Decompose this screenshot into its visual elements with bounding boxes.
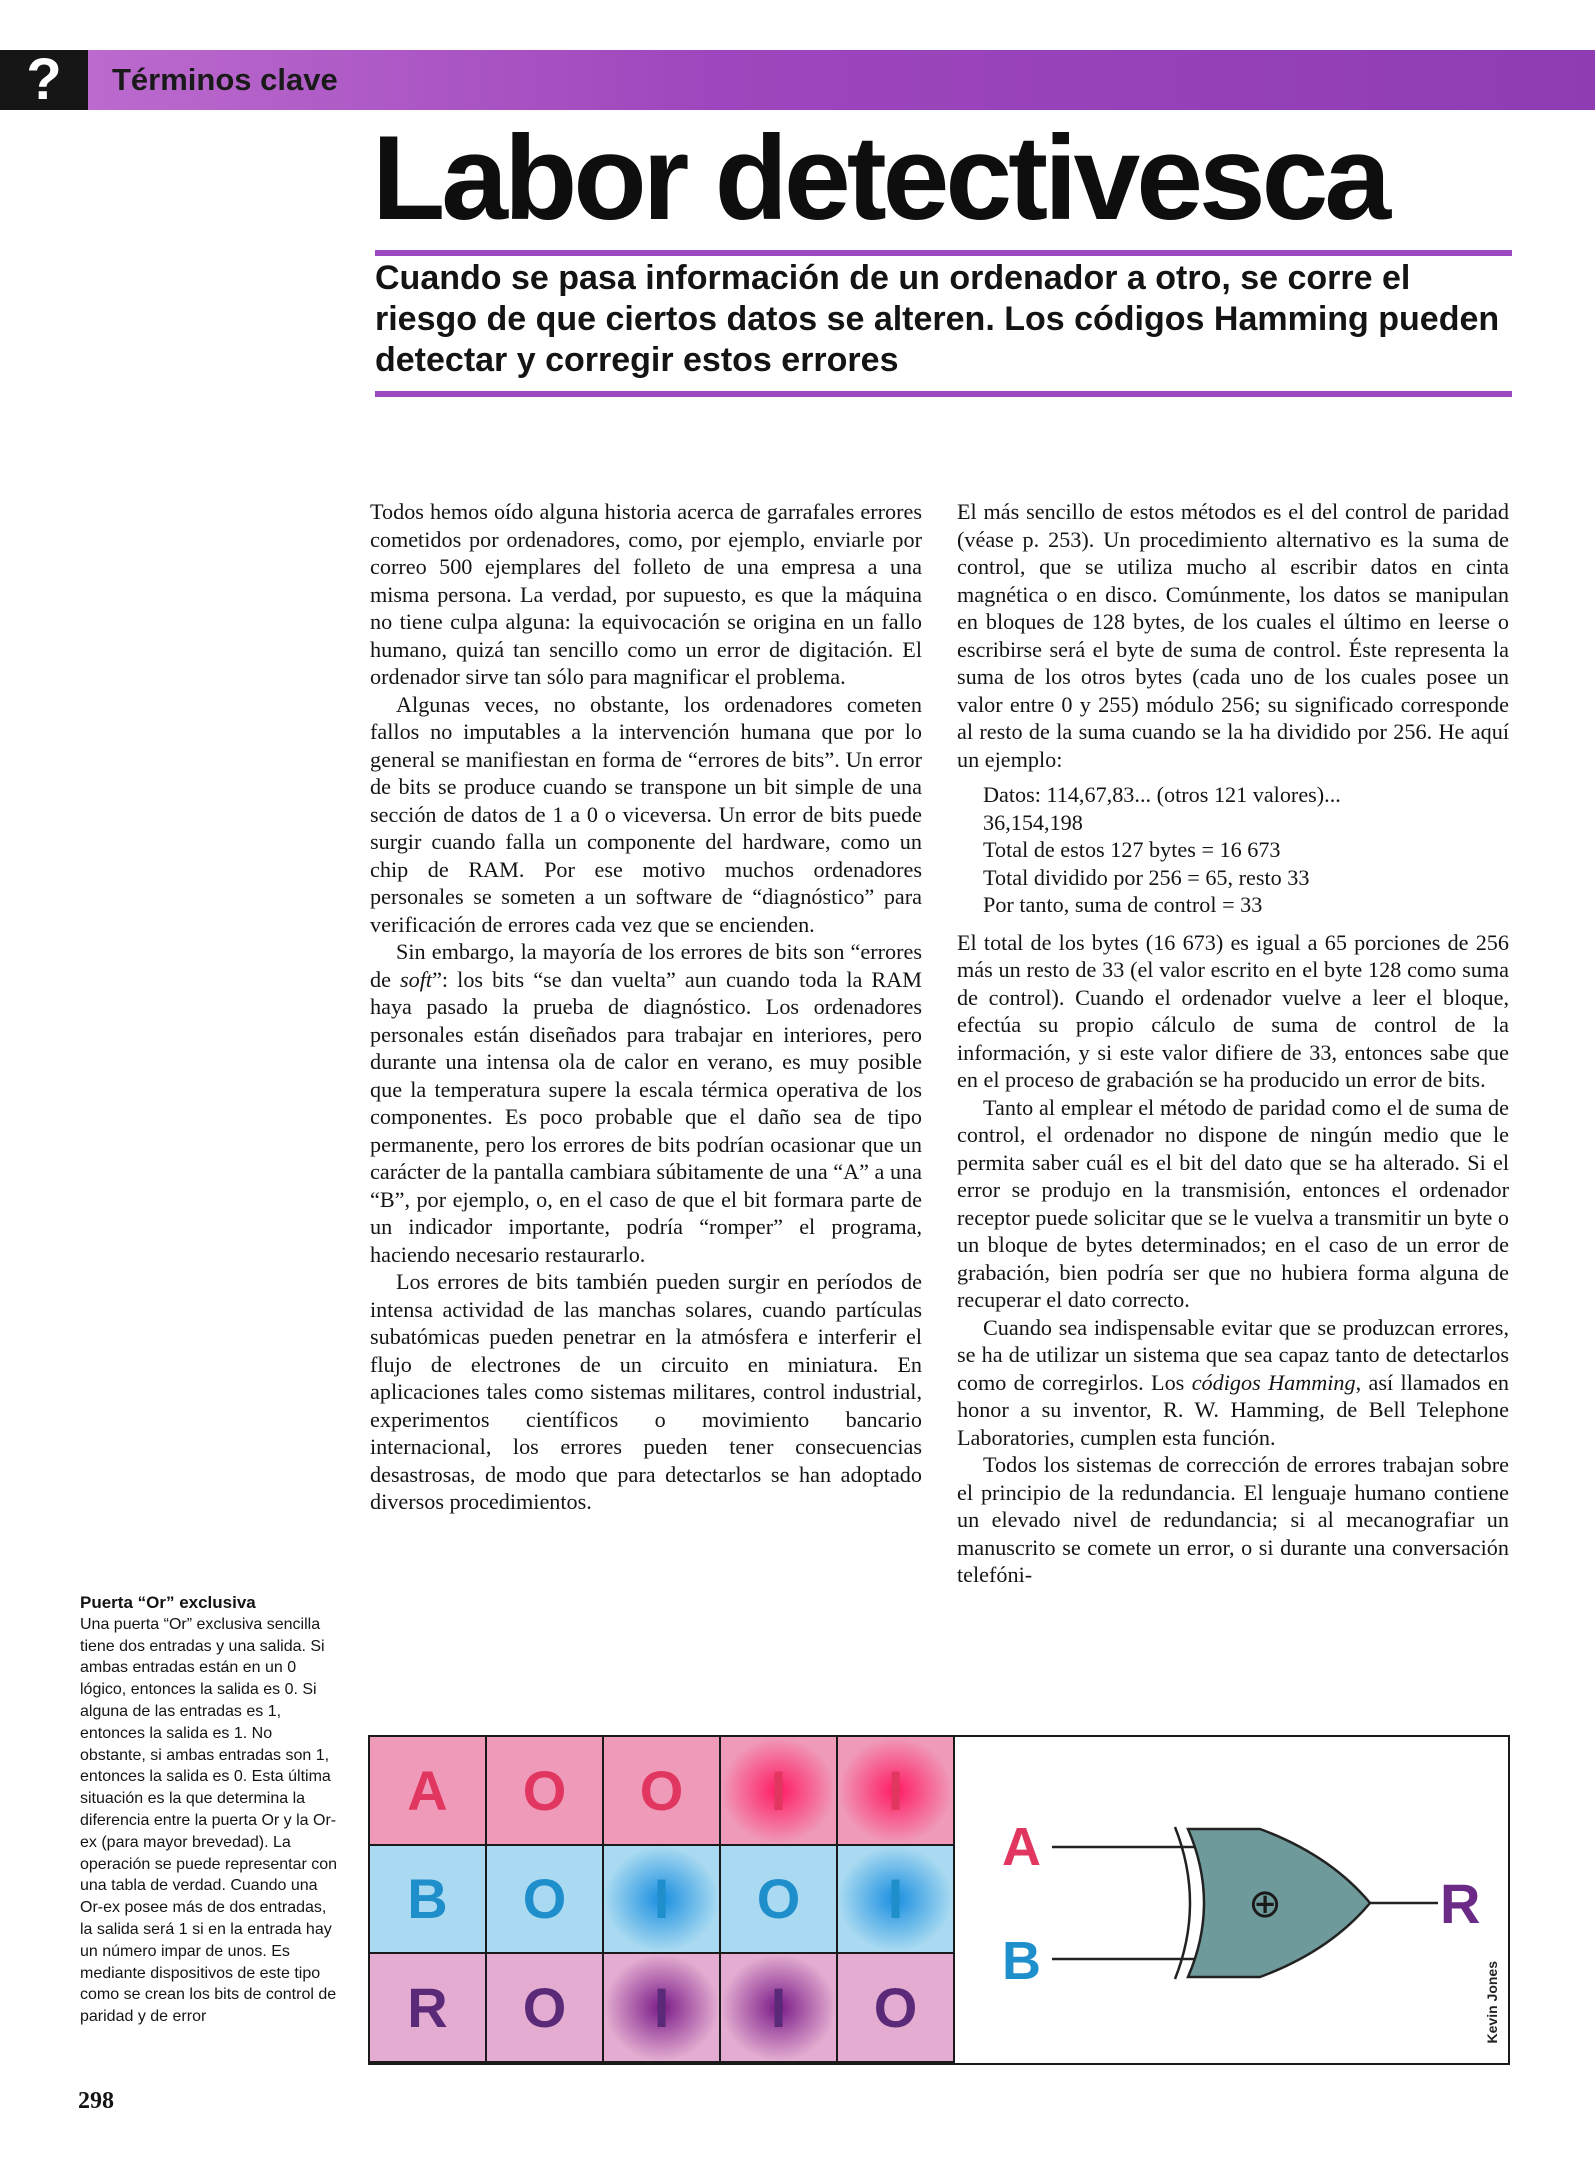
truth-table-cell: O	[838, 1954, 955, 2063]
article-title: Labor detectivesca	[372, 111, 1388, 245]
checksum-example: Datos: 114,67,83... (otros 121 valores)... 36,154,198 Total de estos 127 bytes = 16 673 Total dividido por 256 = 65, resto 33 Por tanto, suma de control = 33	[983, 782, 1341, 917]
gate-output-label: R	[1440, 1872, 1481, 1935]
xor-symbol-icon: ⊕	[1248, 1881, 1282, 1927]
truth-table-cell: I	[838, 1846, 955, 1955]
paragraph: Tanto al emplear el método de paridad como el de suma de control, el ordenador no dispone de ningún medio que le permita saber cuál es el bit del dato que se ha alterado. Si el error se produjo en la transmisión, entonces el ordenador receptor puede solicitar que se le vuelva a transmitir un byte o un bloque de bytes determinados; en el caso de un error de grabación, bien podría ser que no hubiera forma alguna de recuperar el dato correcto.	[957, 1094, 1509, 1312]
paragraph: Todos los sistemas de corrección de errores trabajan sobre el principio de la redundancia. El lenguaje humano contiene un elevado nivel de redundancia; si al mecanografiar un manuscrito se comete un error, o si durante una conversación telefóni-	[957, 1452, 1509, 1587]
subtitle-rule-bottom	[375, 391, 1512, 397]
question-mark-icon: ?	[0, 50, 88, 110]
truth-table-row-label: R	[370, 1954, 487, 2063]
paragraph: Algunas veces, no obstante, los ordenadores cometen fallos no imputables a la intervención humana que por lo general se manifiestan en forma de “errores de bits”. Un error de bits se produce cuando se transpone un bit simple de una sección de datos de 1 a 0 o viceversa. Un error de bits puede surgir cuando falla un componente del hardware, como un chip de RAM. Por ese motivo muchos ordenadores personales se someten a un software de “diagnóstico” para verificación de errores cada vez que se encienden.	[370, 691, 922, 937]
article-subtitle: Cuando se pasa información de un ordenador a otro, se corre el riesgo de que ciertos datos se alteren. Los códigos Hamming pueden detectar y corregir estos errores	[375, 259, 1500, 379]
caption-title: Puerta “Or” exclusiva	[80, 1593, 256, 1612]
paragraph: El total de los bytes (16 673) es igual a 65 porciones de 256 más un resto de 33 (el valor escrito en el byte 128 como suma de control). Cuando el ordenador vuelve a leer el bloque, efectúa su propio cálculo de suma de control de la información, y si este valor difiere de 33, entonces sabe que en el proceso de grabación se ha producido un error de bits.	[957, 929, 1509, 1092]
truth-table-cell: I	[838, 1737, 955, 1846]
paragraph: Sin embargo, la mayoría de los errores de bits son “errores de soft”: los bits “se dan vuelta” aun cuando toda la RAM haya pasado la prueba de diagnóstico. Los ordenadores personales están diseñados para trabajar en interiores, pero durante una intensa ola de calor en verano, es muy posible que la temperatura supere la escala térmica operativa de los componentes. Es poco probable que el daño sea de tipo permanente, pero los errores de bits podrían ocasionar que un carácter de la pantalla cambiara súbitamente de una “A” a una “B”, por ejemplo, o, en el caso de que el bit formara parte de un indicador importante, podría “romper” el programa, haciendo necesario restaurarlo.	[370, 939, 922, 1267]
xor-figure	[368, 1735, 1510, 2065]
subtitle-rule-top	[375, 250, 1512, 256]
paragraph: El más sencillo de estos métodos es el del control de paridad (véase p. 253). Un procedimiento alternativo es la suma de control, que se utiliza mucho al escribir datos en cinta magnética o en disco. Comúnmente, los datos se manipulan en bloques de 128 bytes, de los cuales el último en leerse o escribirse será el byte de suma de control. Éste representa la suma de los otros bytes (cada uno de los cuales posee un valor entre 0 y 255) módulo 256; su significado corresponde al resto de la suma cuando se la ha dividido por 256. He aquí un ejemplo:	[957, 499, 1509, 772]
truth-table-cell: O	[604, 1737, 721, 1846]
text-column-1	[370, 498, 922, 1516]
truth-table-cell: O	[487, 1954, 604, 2063]
truth-table-cell: I	[721, 1737, 838, 1846]
page-number: 298	[78, 2088, 114, 2114]
xor-gate-diagram	[370, 1737, 1508, 2063]
xor-extra-curve	[1175, 1827, 1190, 1979]
gate-input-a-label: A	[1002, 1817, 1041, 1877]
caption-body: Una puerta “Or” exclusiva sencilla tiene dos entradas y una salida. Si ambas entradas están en un 0 lógico, entonces la salida es 0. Si alguna de las entradas es 1, entonces la salida es 1. No obstante, si ambas entradas son 1, entonces la salida es 0. Esta última situación es la que determina la diferencia entre la puerta Or y la Or-ex (para mayor brevedad). La operación se puede representar con una tabla de verdad. Cuando una Or-ex posee más de dos entradas, la salida será 1 si en la entrada hay un número impar de unos. Es mediante dispositivos de este tipo como se crean los bits de control de paridad y de error	[80, 1615, 338, 2026]
text-column-2	[957, 498, 1509, 1589]
truth-table-cell: O	[487, 1737, 604, 1846]
section-kicker: Términos clave	[112, 62, 338, 97]
truth-table-cell: I	[604, 1954, 721, 2063]
figure-caption	[80, 1592, 342, 2028]
truth-table-cell: O	[487, 1846, 604, 1955]
truth-table-cell: I	[604, 1846, 721, 1955]
paragraph: Cuando sea indispensable evitar que se produzcan errores, se ha de utilizar un sistema que sea capaz tanto de detectarlos como de corregirlos. Los códigos Hamming, así llamados en honor a su inventor, R. W. Hamming, de Bell Telephone Laboratories, cumplen esta función.	[957, 1314, 1509, 1450]
truth-table-cell: O	[721, 1846, 838, 1955]
gate-input-b-label: B	[1002, 1931, 1041, 1991]
paragraph: Los errores de bits también pueden surgir en períodos de intensa actividad de las manchas solares, cuando partículas subatómicas pueden penetrar en la atmósfera e interferir el flujo de electrones de un circuito en miniatura. En aplicaciones tales como sistemas militares, control industrial, experimentos científicos o movimiento bancario internacional, los errores pueden tener consecuencias desastrosas, de modo que para detectarlos se han adoptado diversos procedimientos.	[370, 1269, 922, 1514]
paragraph: Todos hemos oído alguna historia acerca de garrafales errores cometidos por ordenadores, como, por ejemplo, enviarle por correo 500 ejemplares del folleto de una empresa a una misma persona. La verdad, por supuesto, es que la máquina no tiene culpa alguna: la equivocación se origina en un fallo humano, quizá tan sencillo como un error de digitación. El ordenador sirve tan sólo para magnificar el problema.	[370, 499, 922, 689]
illustration-credit: Kevin Jones	[1484, 1960, 1500, 2043]
truth-table-row-label: A	[370, 1737, 487, 1846]
truth-table-row-label: B	[370, 1846, 487, 1955]
truth-table-cell: I	[721, 1954, 838, 2063]
